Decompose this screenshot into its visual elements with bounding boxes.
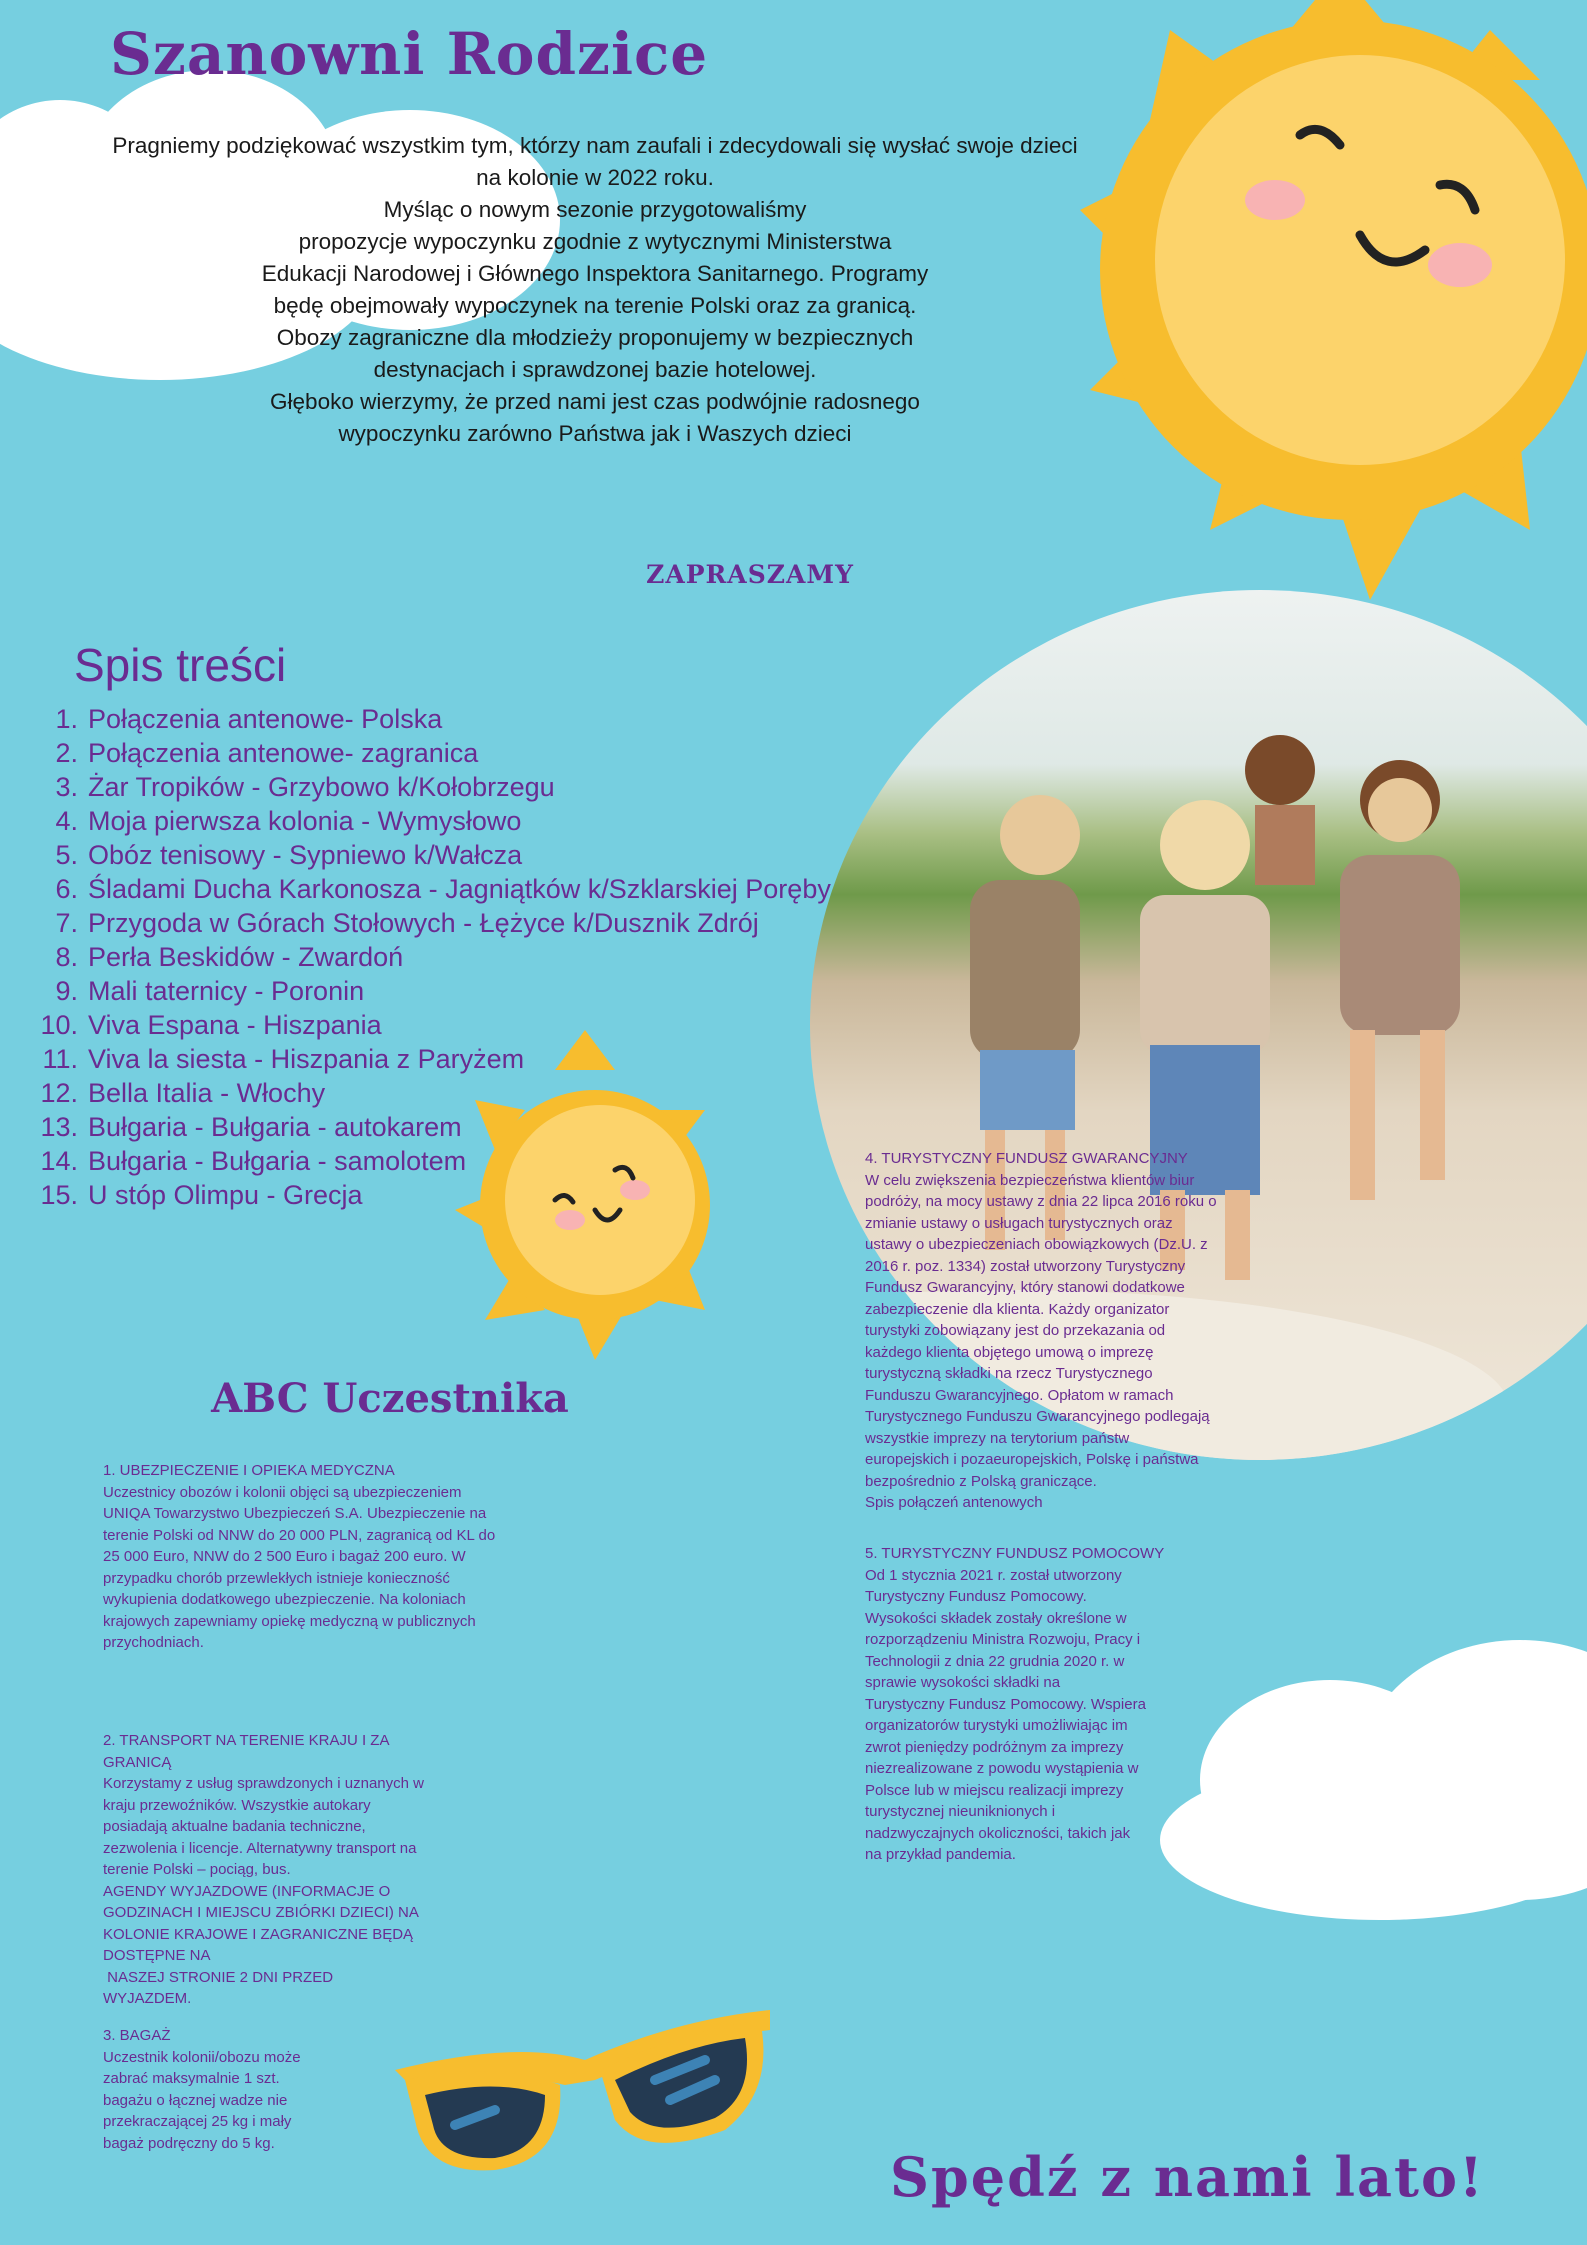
section-line: zabrać maksymalnie 1 szt.	[103, 2070, 280, 2087]
toc-item-number: 15.	[40, 1180, 78, 1210]
section-line: zabezpieczenie dla klienta. Każdy organizator	[865, 1300, 1170, 1318]
toc-item-label: U stóp Olimpu - Grecja	[88, 1180, 363, 1210]
section-line: Polsce lub w miejscu realizacji imprezy	[865, 1781, 1124, 1799]
section-line: każdego klienta objętego umową o imprezę	[865, 1343, 1154, 1361]
section-line: kraju przewoźników. Wszystkie autokary	[103, 1796, 371, 1814]
section-line: wszystkie imprezy na terytorium państw	[865, 1429, 1130, 1447]
section-line: Fundusz Gwarancyjny, który stanowi dodatkowe	[865, 1279, 1185, 1296]
toc-item-number: 1.	[55, 704, 78, 734]
section-line: GRANICĄ	[103, 1753, 172, 1771]
section-line: terenie Polski – pociąg, bus.	[103, 1861, 291, 1878]
sunglasses-icon	[385, 2000, 780, 2180]
toc-item[interactable]	[30, 974, 831, 1008]
section-line: na przykład pandemia.	[865, 1846, 1016, 1863]
section-line: organizatorów turystyki umożliwiając im	[865, 1717, 1128, 1734]
section-line: bagaż podręczny do 5 kg.	[103, 2134, 275, 2152]
toc-item[interactable]	[30, 770, 831, 804]
section-line: Funduszu Gwarancyjnego. Opłatom w ramach	[865, 1386, 1174, 1404]
intro-line: Edukacji Narodowej i Głównego Inspektora Sanitarnego. Programy	[261, 261, 929, 286]
section-line: europejskich i pozaeuropejskich, Polskę i państwa	[865, 1451, 1199, 1468]
section-line: Turystyczny Fundusz Pomocowy. Wspiera	[865, 1695, 1146, 1713]
section-line: GODZINACH I MIEJSCU ZBIÓRKI DZIECI) NA	[103, 1904, 419, 1921]
toc-item-number: 11.	[42, 1044, 78, 1074]
toc-item-label: Moja pierwsza kolonia - Wymysłowo	[88, 806, 522, 836]
intro-line: wypoczynku zarówno Państwa jak i Waszych dzieci	[338, 421, 852, 446]
section-line: wykupienia dodatkowego ubezpieczenie. Na koloniach	[103, 1591, 466, 1608]
section-luggage	[103, 2025, 363, 2154]
invite-heading: ZAPRASZAMY	[646, 560, 854, 589]
section-line: przypadku chorób przewlekłych istnieje konieczność	[103, 1569, 450, 1587]
toc-item[interactable]	[30, 906, 831, 940]
section-line: Wysokości składek zostały określone w	[865, 1609, 1127, 1627]
section-line: Od 1 stycznia 2021 r. został utworzony	[865, 1566, 1122, 1584]
toc-item[interactable]	[30, 940, 831, 974]
toc-item-label: Bułgaria - Bułgaria - autokarem	[88, 1112, 462, 1142]
section-line: turystyczną składki na rzecz Turystycznego	[865, 1365, 1153, 1382]
section-line: Turystyczny Fundusz Pomocowy.	[865, 1588, 1087, 1605]
toc-item-label: Mali taternicy - Poronin	[88, 976, 365, 1006]
toc-item[interactable]	[30, 838, 831, 872]
toc-item-label: Przygoda w Górach Stołowych - Łężyce k/Dusznik Zdrój	[88, 908, 759, 938]
toc-item-label: Perła Beskidów - Zwardoń	[88, 942, 404, 972]
toc-item-number: 13.	[40, 1112, 78, 1142]
section-insurance	[103, 1460, 583, 1654]
section-line: terenie Polski od NNW do 20 000 PLN, zagranicą od KL do	[103, 1526, 496, 1544]
section-line: 5. TURYSTYCZNY FUNDUSZ POMOCOWY	[865, 1545, 1165, 1562]
section-line: Technologii z dnia 22 grudnia 2020 r. w	[865, 1652, 1125, 1670]
section-line: zezwolenia i licencje. Alternatywny transport na	[103, 1839, 417, 1857]
section-line: turystyki zobowiązany jest do przekazania od	[865, 1322, 1166, 1339]
section-guarantee-fund	[865, 1148, 1305, 1514]
section-line: Uczestnik kolonii/obozu może	[103, 2048, 301, 2066]
toc-item-label: Obóz tenisowy - Sypniewo k/Wałcza	[88, 840, 523, 870]
intro-line: destynacjach i sprawdzonej bazie hotelowej.	[373, 357, 817, 382]
section-line: Korzystamy z usług sprawdzonych i uznanych w	[103, 1775, 424, 1792]
intro-line: Pragniemy podziękować wszystkim tym, którzy nam zaufali i zdecydowali się wysłać swoje dzieci	[112, 133, 1078, 158]
toc-item-label: Bułgaria - Bułgaria - samolotem	[88, 1146, 467, 1176]
section-assistance-fund	[865, 1543, 1265, 1866]
section-line: Uczestnicy obozów i kolonii objęci są ubezpieczeniem	[103, 1483, 462, 1501]
toc-item[interactable]	[30, 872, 831, 906]
section-line: krajowych zapewniamy opiekę medyczną w publicznych	[103, 1612, 476, 1630]
section-line: turystycznej nieuniknionych i	[865, 1803, 1056, 1820]
section-line: 4. TURYSTYCZNY FUNDUSZ GWARANCYJNY	[865, 1150, 1188, 1167]
section-line: 2. TRANSPORT NA TERENIE KRAJU I ZA	[103, 1732, 390, 1749]
page-title: Szanowni Rodzice	[110, 20, 709, 88]
toc-item-label: Viva la siesta - Hiszpania z Paryżem	[88, 1044, 525, 1074]
abc-title: ABC Uczestnika	[211, 1375, 569, 1422]
section-line: Turystycznego Funduszu Gwarancyjnego podlegają	[865, 1408, 1210, 1425]
section-line: niezrealizowane z powodu wystąpienia w	[865, 1760, 1139, 1777]
section-line: podróży, na mocy ustawy z dnia 22 lipca 2016 roku o	[865, 1193, 1217, 1210]
section-line: przekraczającej 25 kg i mały	[103, 2113, 292, 2130]
toc-item-number: 4.	[55, 806, 78, 836]
toc-item-number: 2.	[55, 738, 78, 768]
intro-line: będę obejmowały wypoczynek na terenie Polski oraz za granicą.	[273, 293, 917, 318]
small-sun-icon	[455, 1030, 725, 1360]
section-line: 3. BAGAŻ	[103, 2027, 171, 2044]
section-line: 25 000 Euro, NNW do 2 500 Euro i bagaż 200 euro. W	[103, 1548, 466, 1565]
section-line: NASZEJ STRONIE 2 DNI PRZED	[103, 1968, 334, 1986]
toc-item[interactable]	[30, 736, 831, 770]
intro-text	[20, 130, 1170, 450]
section-line: bezpośrednio z Polską graniczące.	[865, 1472, 1097, 1490]
section-line: rozporządzeniu Ministra Rozwoju, Pracy i	[865, 1631, 1141, 1648]
intro-line: propozycje wypoczynku zgodnie z wytycznymi Ministerstwa	[298, 229, 892, 254]
section-line: WYJAZDEM.	[103, 1990, 192, 2007]
section-line: KOLONIE KRAJOWE I ZAGRANICZNE BĘDĄ	[103, 1925, 414, 1943]
toc-item-number: 12.	[40, 1078, 78, 1108]
section-line: Spis połączeń antenowych	[865, 1494, 1043, 1511]
intro-line: Obozy zagraniczne dla młodzieży proponujemy w bezpiecznych	[276, 325, 914, 350]
section-transport	[103, 1730, 523, 2010]
section-line: W celu zwiększenia bezpieczeństwa klientów biur	[865, 1171, 1195, 1189]
toc-title: Spis treści	[74, 639, 287, 691]
section-heading: 1. UBEZPIECZENIE I OPIEKA MEDYCZNA	[103, 1462, 395, 1479]
section-line: 2016 r. poz. 1334) został utworzony Turystyczny	[865, 1257, 1186, 1275]
intro-line: na kolonie w 2022 roku.	[476, 165, 714, 190]
toc-item-number: 6.	[55, 874, 78, 904]
toc-item-label: Bella Italia - Włochy	[88, 1078, 326, 1108]
section-line: zmianie ustawy o usługach turystycznych oraz	[865, 1214, 1173, 1232]
section-line: zwrot pieniędzy podróżnym za imprezy	[865, 1738, 1124, 1756]
section-line: bagażu o łącznej wadze nie	[103, 2091, 288, 2109]
section-line: przychodniach.	[103, 1634, 204, 1651]
section-line: posiadają aktualne badania techniczne,	[103, 1818, 366, 1835]
intro-line: Głęboko wierzymy, że przed nami jest czas podwójnie radosnego	[270, 389, 920, 414]
toc-item-number: 14.	[40, 1146, 78, 1176]
section-line: UNIQA Towarzystwo Ubezpieczeń S.A. Ubezpieczenie na	[103, 1505, 487, 1522]
toc-item-number: 7.	[55, 908, 78, 938]
toc-item-number: 3.	[55, 772, 78, 802]
footer-slogan: Spędź z nami lato!	[890, 2145, 1485, 2209]
section-line: AGENDY WYJAZDOWE (INFORMACJE O	[103, 1882, 391, 1900]
section-line: sprawie wysokości składki na	[865, 1674, 1061, 1691]
toc-item-number: 9.	[55, 976, 78, 1006]
toc-item[interactable]	[30, 804, 831, 838]
section-line: DOSTĘPNE NA	[103, 1947, 211, 1964]
toc-item-label: Viva Espana - Hiszpania	[88, 1010, 382, 1040]
toc-item[interactable]	[30, 702, 831, 736]
toc-item-label: Śladami Ducha Karkonosza - Jagniątków k/Szklarskiej Poręby	[88, 874, 831, 904]
toc-item-label: Połączenia antenowe- Polska	[88, 704, 443, 734]
section-line: ustawy o ubezpieczeniach obowiązkowych (Dz.U. z	[865, 1236, 1208, 1253]
section-line: nadzwyczajnych okoliczności, takich jak	[865, 1824, 1131, 1842]
toc-item-number: 5.	[55, 840, 78, 870]
toc-item-number: 8.	[55, 942, 78, 972]
intro-line: Myśląc o nowym sezonie przygotowaliśmy	[383, 197, 807, 222]
toc-item-number: 10.	[40, 1010, 78, 1040]
toc-item-label: Połączenia antenowe- zagranica	[88, 738, 479, 768]
toc-item-label: Żar Tropików - Grzybowo k/Kołobrzegu	[88, 772, 555, 802]
